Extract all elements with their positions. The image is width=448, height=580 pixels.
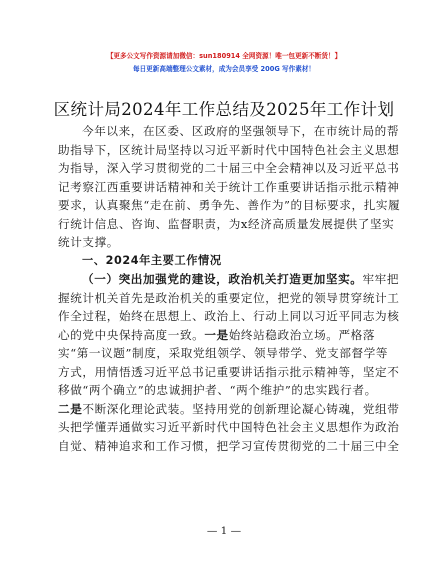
body-line (58, 326, 394, 345)
promo-banner-line-2: 每日更新高端整理公文素材，成为会员享受 200G 写作素材！ (132, 65, 316, 73)
intro-line: 记考察江西重要讲话精神和关于统计工作重要讲话指示批示精神 (58, 179, 400, 194)
body-line: 头把学懂弄通做实习近平新时代中国特色社会主义思想作为政治 (58, 420, 400, 434)
body-line: 移做“两个确立”的忠诚拥护者、“两个维护”的忠实践行者。 (58, 383, 377, 397)
body-line: 作全过程，始终在思想上、政治上、行动上同以习近平同志为核 (58, 309, 400, 323)
point-text: 不断深化理论武装。坚持用党的创新理论凝心铸魂，党组带 (82, 401, 400, 416)
intro-line: 助指导下，区统计局坚持以习近平新时代中国特色社会主义思想 (58, 142, 400, 157)
intro-line: 要求，认真聚焦“走在前、勇争先、善作为”的目标要求，扎实履 (58, 198, 401, 212)
point-label: 一是 (204, 327, 229, 342)
body-line: 实“第一议题”制度，采取党组领学、领导带学、党支部督学等 (58, 346, 389, 360)
subsection-tail: 牢牢把 (362, 272, 400, 286)
intro-line: 今年以来，在区委、区政府的坚强领导下，在市统计局的帮 (82, 124, 400, 138)
intro-line: 为指导，深入学习贯彻党的二十届三中全会精神以及习近平总书 (58, 161, 400, 175)
subsection-line (58, 270, 400, 289)
document-title: 区统计局2024年工作总结及2025年工作计划 (53, 100, 395, 119)
body-line (58, 400, 400, 419)
section-heading: 一、2024年主要工作情况 (82, 253, 222, 267)
intro-line: 行统计信息、咨询、监督职责，为x经济高质量发展提供了坚实 (58, 216, 395, 231)
body-line: 方式，用情悟透习近平总书记重要讲话指示批示精神等，坚定不 (58, 364, 400, 379)
intro-line: 统计支撑。 (58, 235, 119, 249)
point-text: 始终站稳政治立场。严格落 (228, 327, 376, 342)
page-number: — 1 — (206, 525, 242, 537)
document-body (58, 122, 401, 455)
body-line: 自觉、精神追求和工作习惯，把学习宣传贯彻党的二十届三中全 (58, 438, 400, 453)
promo-banner-line-1: 【更多公文写作资源请加微信：sun180914 全网资源！唯一包更新不断货！】 (106, 52, 342, 60)
body-text: 心的党中央保持高度一致。 (58, 327, 205, 342)
subsection-heading: （一）突出加强党的建设，政治机关打造更加坚实。 (82, 272, 363, 286)
point-label: 二是 (58, 401, 83, 416)
body-line: 握统计机关首先是政治机关的重要定位，把党的领导贯穿统计工 (58, 290, 400, 305)
